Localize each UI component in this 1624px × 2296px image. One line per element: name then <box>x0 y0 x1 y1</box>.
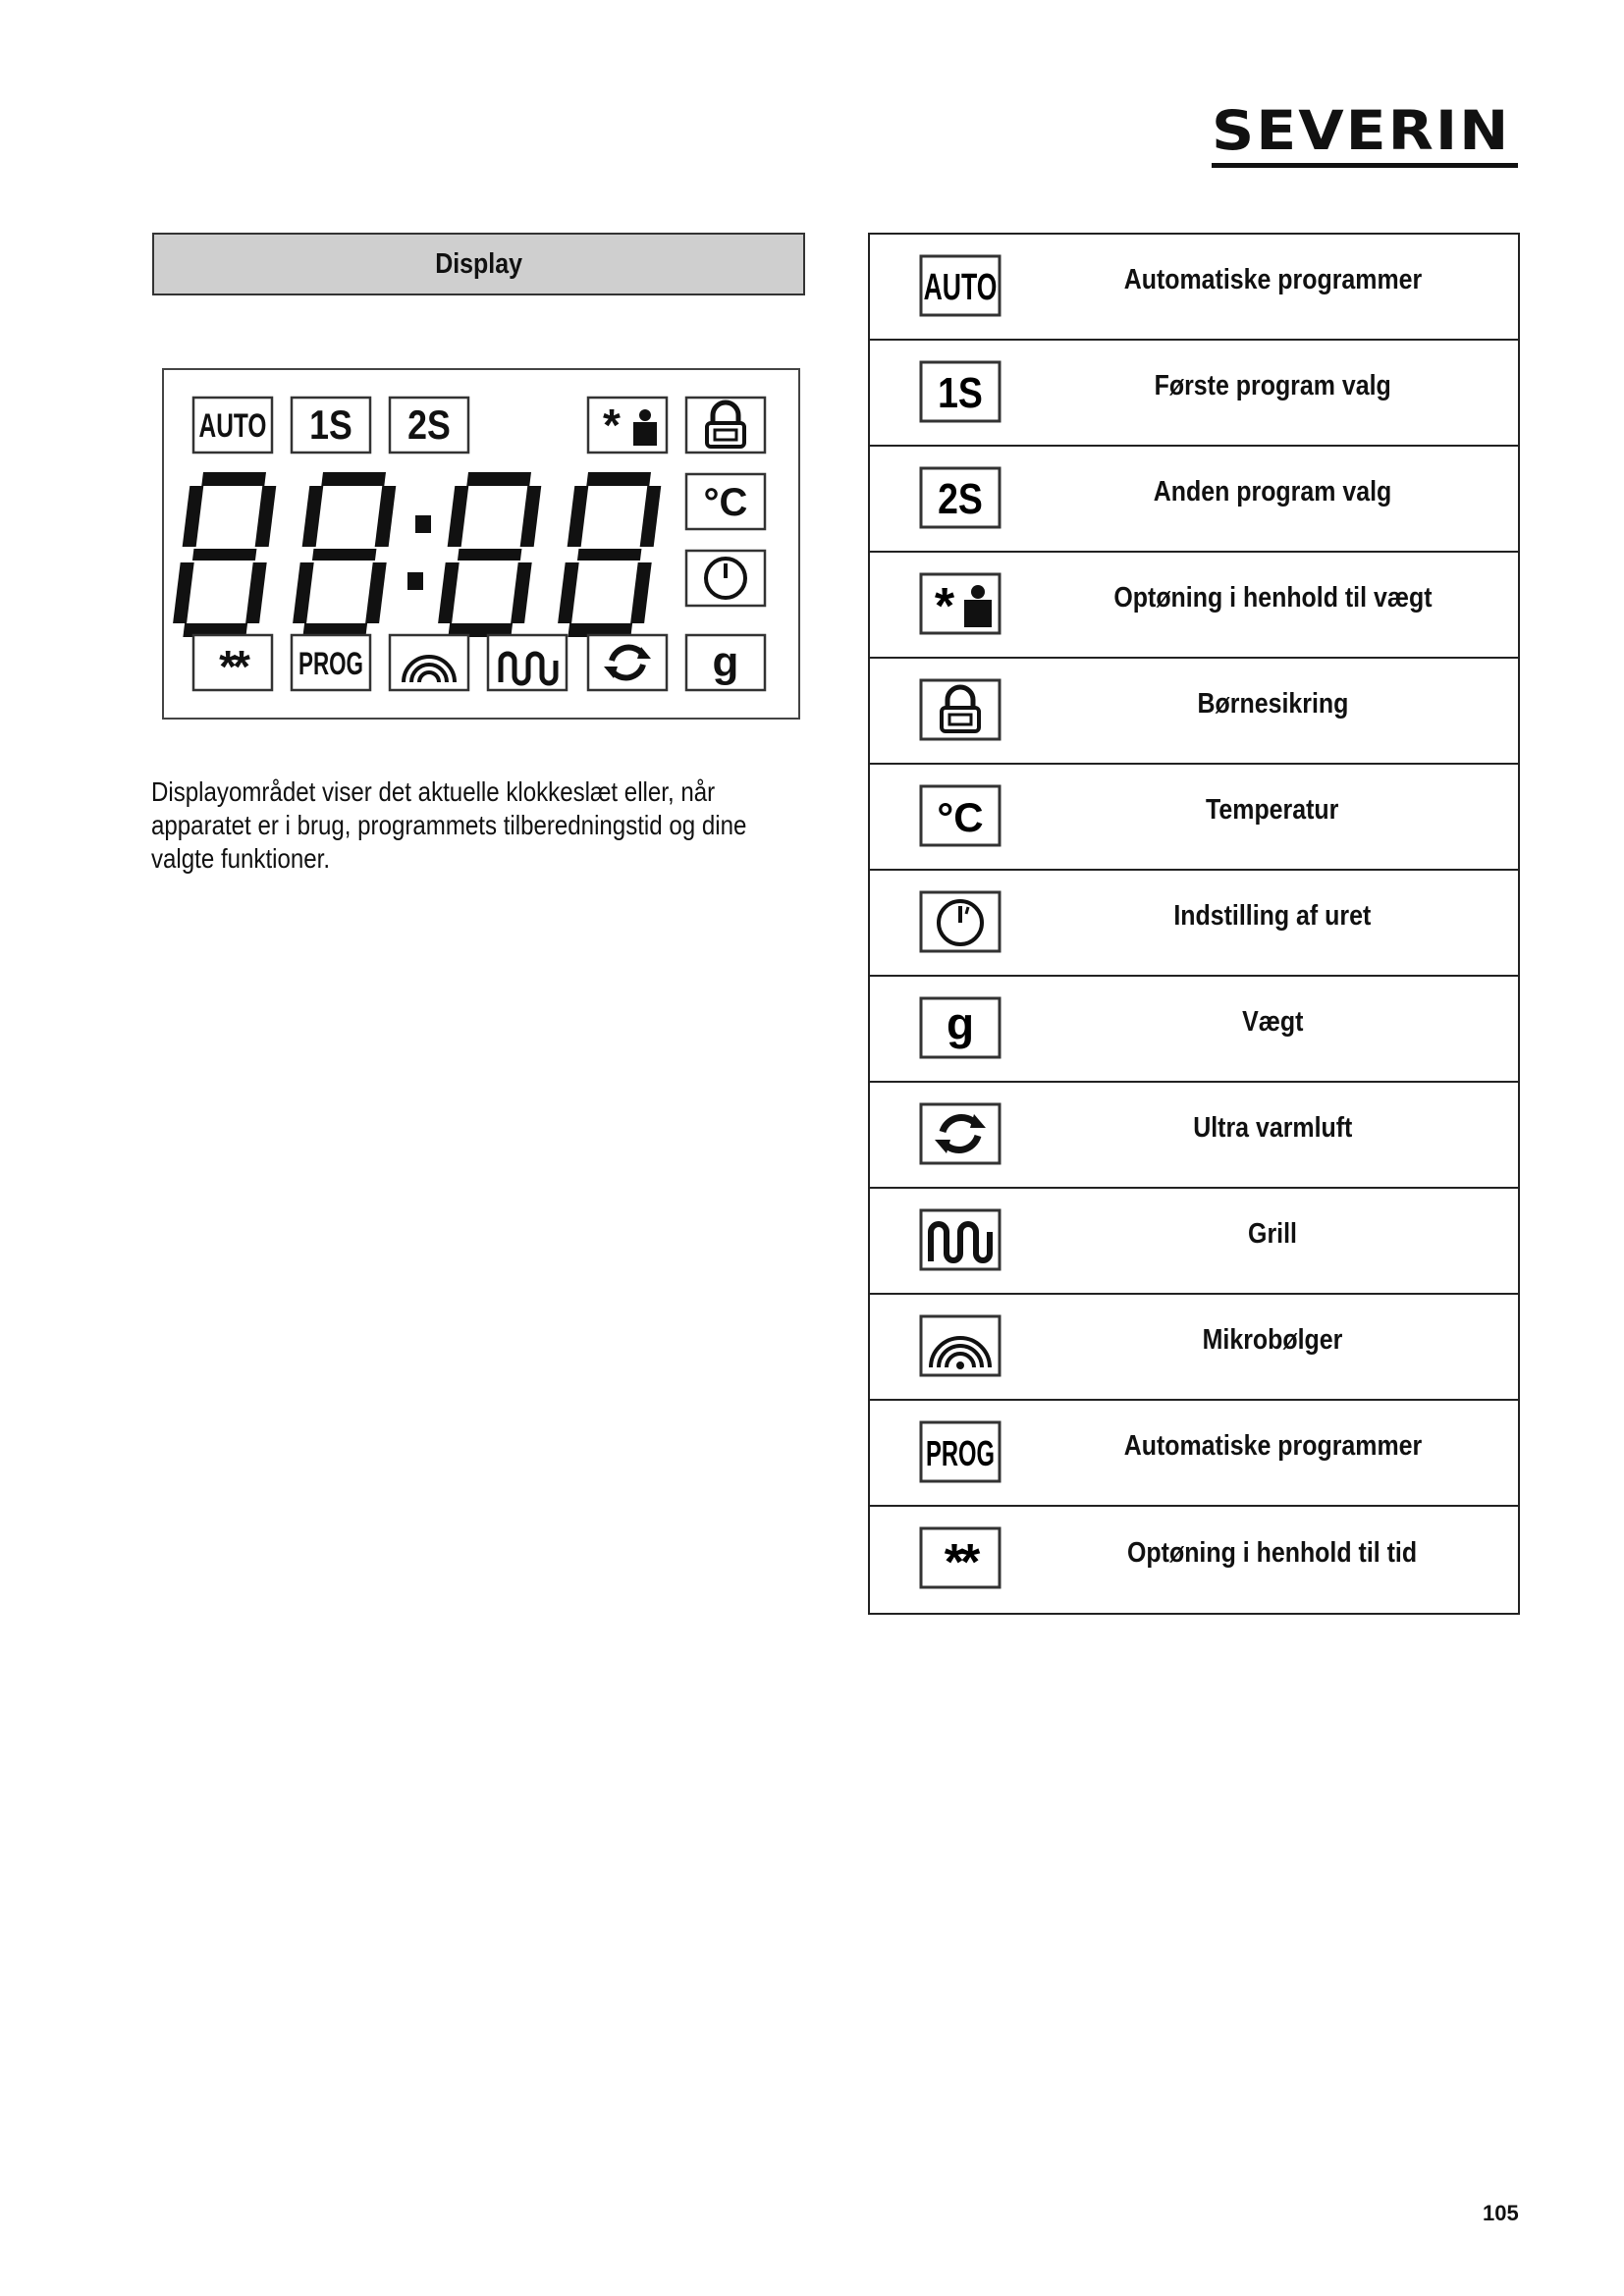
svg-text:**: ** <box>944 1534 977 1589</box>
auto-icon <box>919 254 1001 317</box>
legend-label: Grill <box>1248 1217 1297 1250</box>
legend-label: Børnesikring <box>1197 687 1348 720</box>
svg-text:1S: 1S <box>309 402 352 449</box>
display-weight-defrost-icon <box>588 398 667 453</box>
legend-label: Automatiske programmer <box>1123 263 1422 295</box>
svg-text:°C: °C <box>937 794 984 840</box>
clock-icon <box>919 890 1001 953</box>
legend-label: Indstilling af uret <box>1173 899 1372 932</box>
legend-row <box>870 447 1518 553</box>
time-defrost-icon <box>919 1526 1001 1589</box>
first-program-icon <box>919 360 1001 423</box>
legend-row <box>870 871 1518 977</box>
brand-logo <box>1212 99 1518 167</box>
legend-label: Temperatur <box>1206 793 1339 826</box>
display-prog-icon <box>292 635 370 690</box>
display-time-readout <box>171 472 663 637</box>
legend-row <box>870 1189 1518 1295</box>
weight-icon <box>919 996 1001 1059</box>
legend-row <box>870 765 1518 871</box>
display-illustration-svg <box>164 370 798 718</box>
brand-name: SEVERIN <box>1212 99 1511 163</box>
legend-row <box>870 977 1518 1083</box>
grill-icon <box>919 1208 1001 1271</box>
display-grill-icon <box>488 635 567 690</box>
display-2s-icon <box>390 398 468 453</box>
svg-text:AUTO: AUTO <box>198 407 267 446</box>
brand-underline <box>1212 163 1518 168</box>
svg-text:2S: 2S <box>938 474 983 523</box>
legend-label: Anden program valg <box>1153 475 1392 507</box>
legend-label: Optøning i henhold til vægt <box>1112 581 1433 614</box>
svg-text:1S: 1S <box>938 368 983 417</box>
svg-text:PROG: PROG <box>298 646 363 681</box>
legend-label: Automatiske programmer <box>1123 1429 1422 1462</box>
intro-text: Displayområdet viser det aktuelle klokkeslæt eller, når apparatet er i brug, programmets tilberedningstid og dine valgte funktioner. <box>151 776 747 874</box>
legend-row <box>870 1401 1518 1507</box>
legend-table <box>868 233 1520 1615</box>
intro-paragraph <box>151 775 839 876</box>
legend-label: Første program valg <box>1154 369 1391 401</box>
legend-row <box>870 659 1518 765</box>
legend-row <box>870 553 1518 659</box>
svg-text:°C: °C <box>703 481 748 524</box>
weight-defrost-icon <box>919 572 1001 635</box>
legend-label: Mikrobølger <box>1202 1323 1343 1356</box>
display-microwave-icon <box>390 635 468 690</box>
page-number: 105 <box>1483 2201 1519 2225</box>
legend-row <box>870 1083 1518 1189</box>
child-lock-icon <box>919 678 1001 741</box>
section-header <box>152 233 805 295</box>
section-title: Display <box>435 247 522 280</box>
svg-text:**: ** <box>219 641 246 692</box>
legend-row <box>870 235 1518 341</box>
legend-label: Ultra varmluft <box>1192 1111 1353 1144</box>
second-program-icon <box>919 466 1001 529</box>
display-lock-icon <box>686 398 765 453</box>
prog-icon <box>919 1420 1001 1483</box>
display-clock-icon <box>686 551 765 606</box>
temperature-icon <box>919 784 1001 847</box>
display-illustration <box>162 368 800 720</box>
display-weight-icon <box>686 635 765 690</box>
legend-row <box>870 1295 1518 1401</box>
display-temperature-icon <box>686 474 765 529</box>
legend-row <box>870 1507 1518 1613</box>
svg-text:*: * <box>934 578 955 635</box>
svg-text:PROG: PROG <box>926 1434 995 1474</box>
svg-text:2S: 2S <box>407 402 451 449</box>
svg-text:*: * <box>603 400 621 451</box>
display-1s-icon <box>292 398 370 453</box>
svg-text:g: g <box>712 638 739 686</box>
legend-row <box>870 341 1518 447</box>
legend-label: Vægt <box>1241 1005 1304 1038</box>
svg-text:g: g <box>946 998 975 1049</box>
convection-icon <box>919 1102 1001 1165</box>
display-auto-icon <box>193 398 272 453</box>
legend-label: Optøning i henhold til tid <box>1127 1536 1418 1569</box>
microwave-icon <box>919 1314 1001 1377</box>
display-convection-icon <box>588 635 667 690</box>
svg-text:AUTO: AUTO <box>923 265 998 308</box>
display-time-defrost-icon <box>193 635 272 692</box>
